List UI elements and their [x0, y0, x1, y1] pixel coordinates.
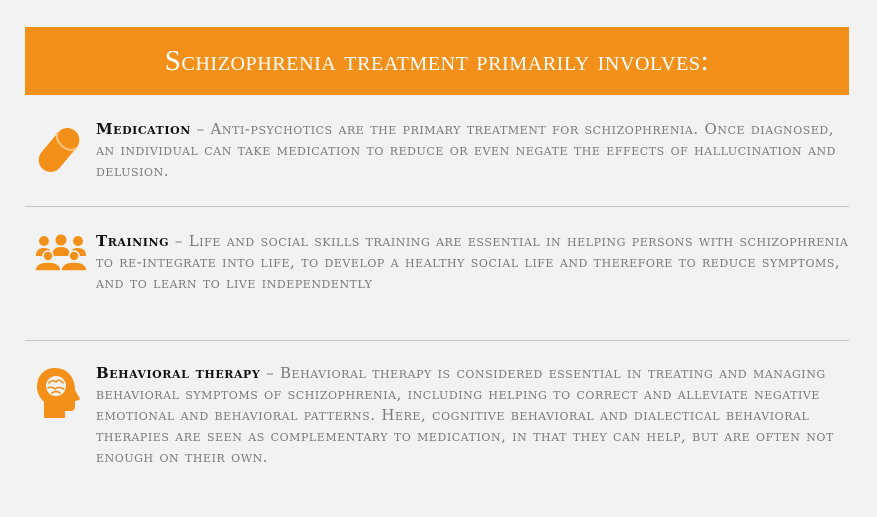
item-body: Life and social skills training are essential in helping persons with schizophrenia to re-integrate into life, to develop a healthy social life and therefore to reduce symptoms, and to learn to live independently: [96, 232, 849, 292]
separator-dash: –: [169, 232, 189, 250]
item-title: Medication: [96, 120, 191, 138]
item-title: Training: [96, 232, 170, 250]
item-description: [96, 231, 849, 294]
group-icon: [34, 234, 88, 276]
separator-dash: –: [190, 120, 211, 138]
pill-icon: [33, 122, 85, 182]
separator-dash: –: [260, 364, 280, 382]
divider: [25, 206, 849, 207]
page-title: Schizophrenia treatment primarily involves:: [164, 44, 710, 77]
head-brain-icon: [35, 366, 81, 424]
divider: [25, 340, 849, 341]
item-description: [96, 363, 849, 468]
item-description: [96, 119, 849, 182]
item-title: Behavioral therapy: [96, 364, 261, 382]
header-banner: [25, 27, 849, 95]
item-body: Anti-psychotics are the primary treatment for schizophrenia. Once diagnosed, an individual can take medication to reduce or even negate the effects of hallucination and delusion.: [96, 120, 837, 180]
item-body: Behavioral therapy is considered essential in treating and managing behavioral symptoms of schizophrenia, including helping to correct and alleviate negative emotional and behavioral patterns. Here, cognitive behavioral and dialectical behavioral therapies are seen as complementary to medication, in that they can help, but are often not enough on their own.: [96, 364, 834, 466]
